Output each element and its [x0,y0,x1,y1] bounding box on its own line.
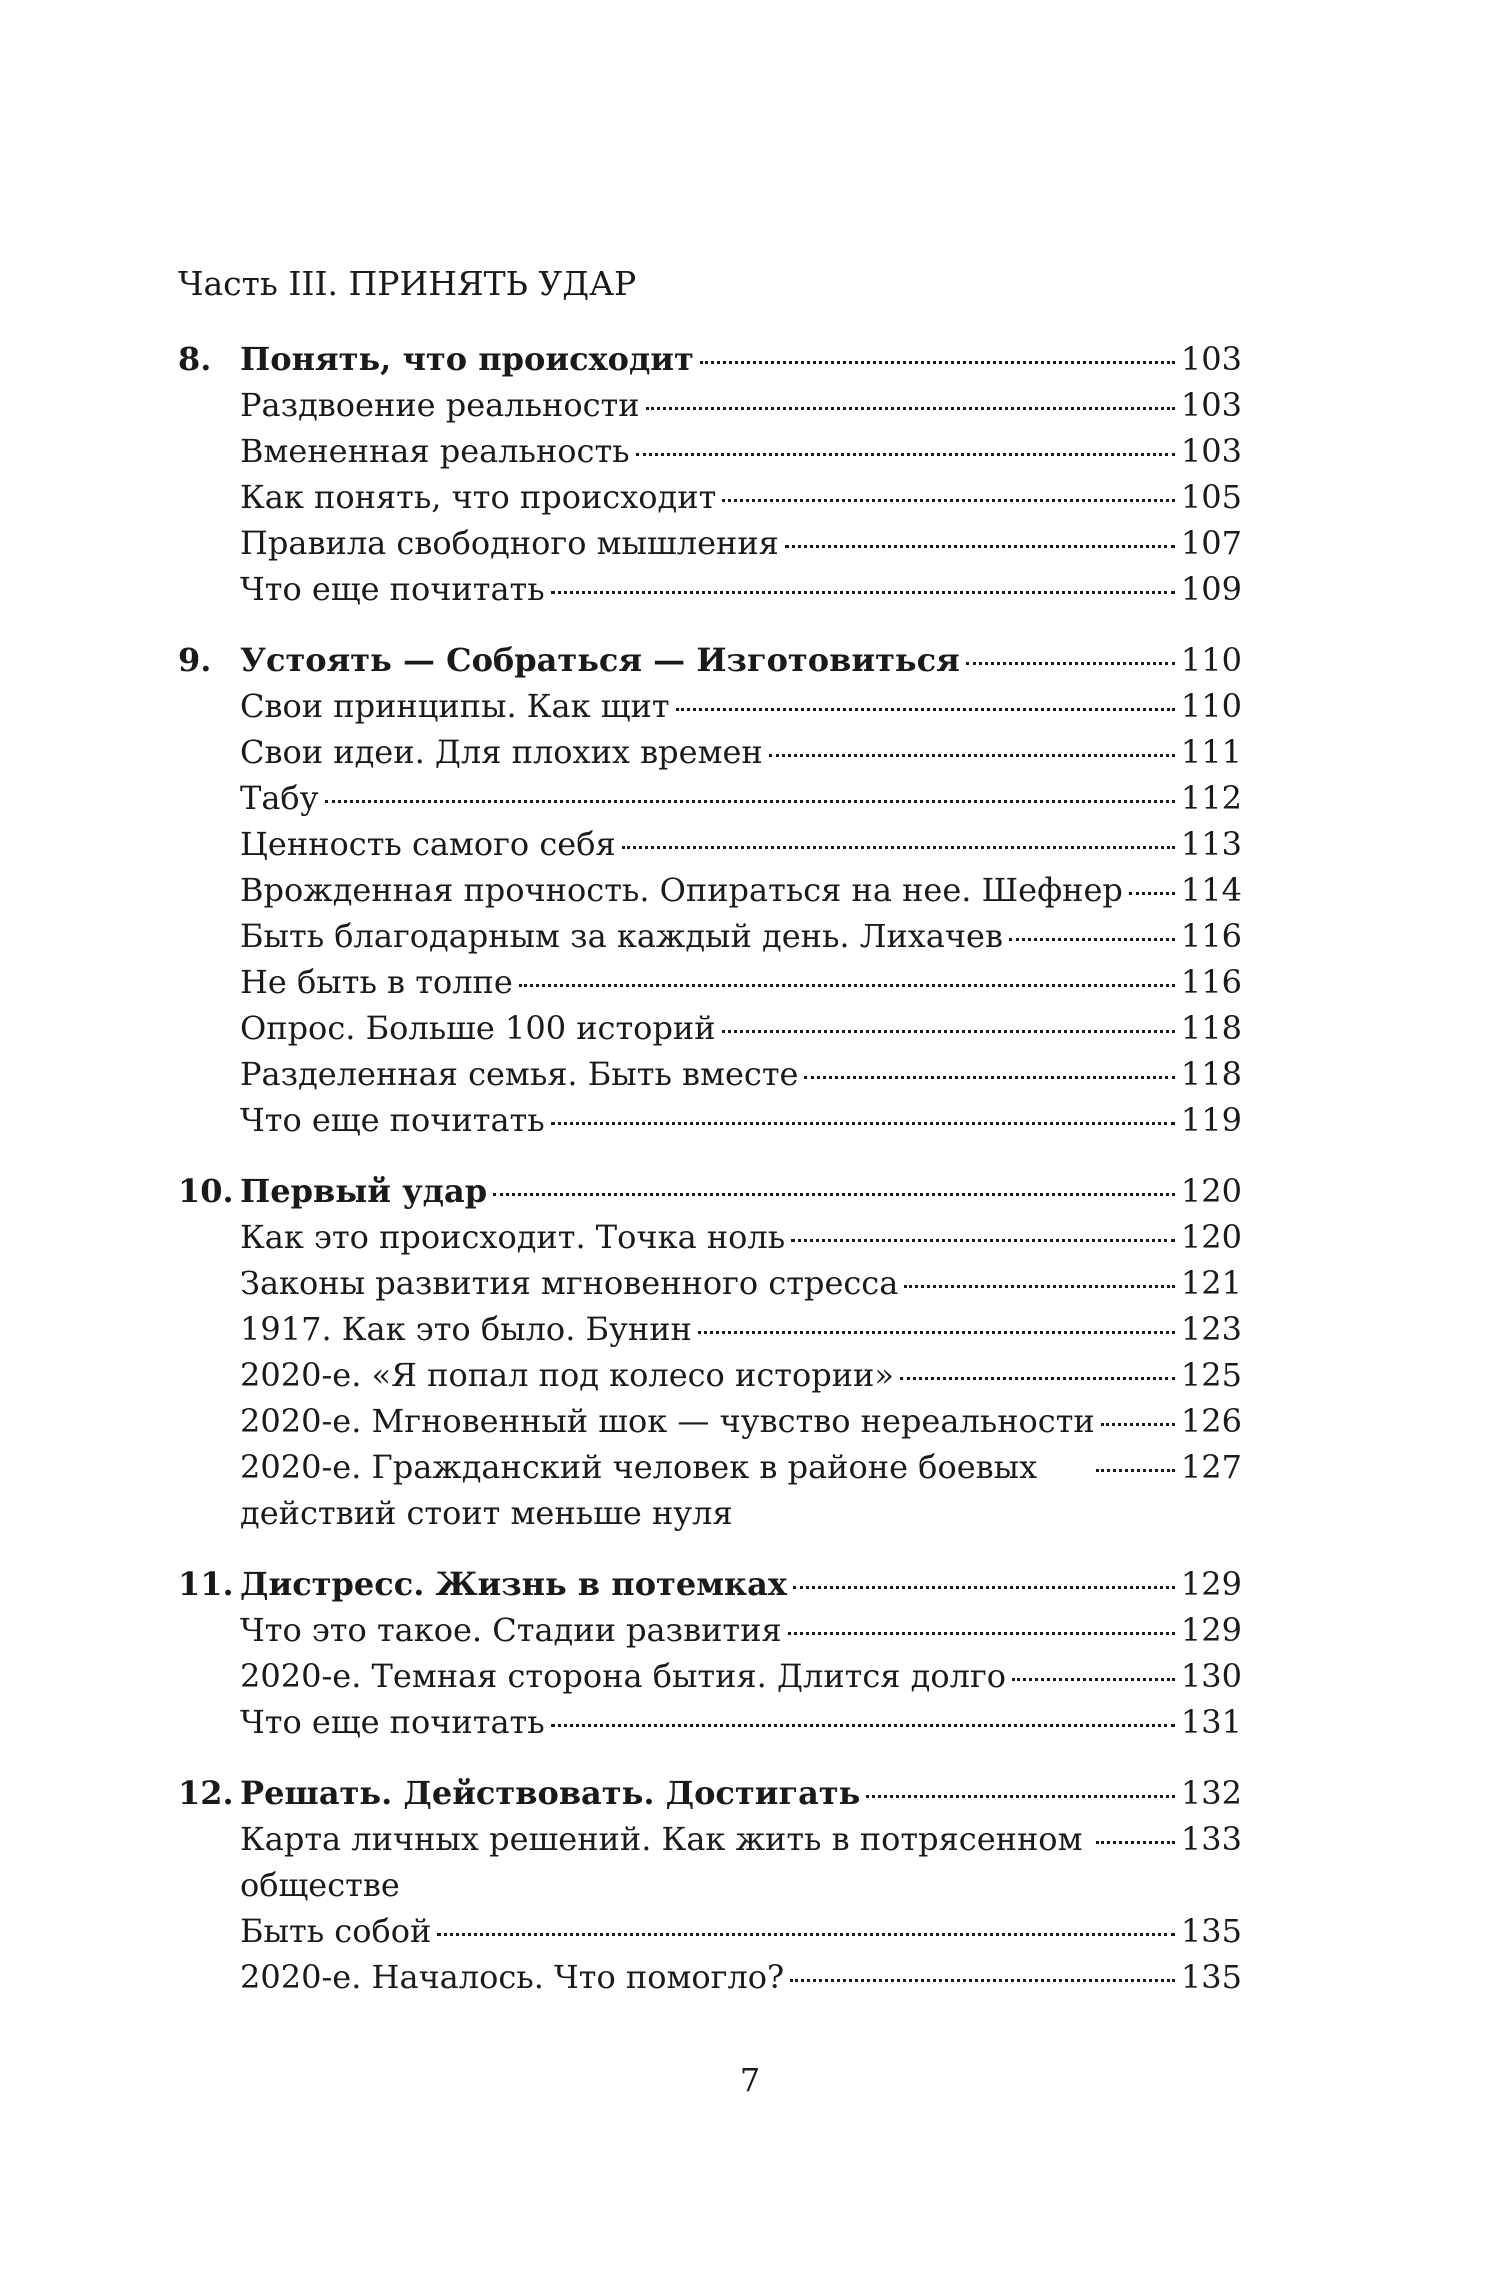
toc-chapter-heading[interactable] [178,1168,1242,1214]
page-ref: 133 [1180,1820,1242,1858]
toc-section-entry[interactable] [178,1444,1242,1536]
dot-leader [1012,1678,1175,1681]
dot-leader [325,800,1175,803]
section-title: 2020-е. Темная сторона бытия. Длится долго [240,1657,1006,1695]
page-ref: 123 [1180,1310,1242,1348]
page-ref: 125 [1180,1356,1242,1394]
page-ref: 103 [1180,432,1242,470]
section-title: Что еще почитать [240,1703,545,1741]
toc-chapter-heading[interactable] [178,1561,1242,1607]
dot-leader [788,1632,1175,1635]
dot-leader [900,1377,1175,1380]
section-title: Опрос. Больше 100 историй [240,1009,716,1047]
dot-leader [551,1724,1175,1727]
part-title: Часть III. ПРИНЯТЬ УДАР [178,264,637,303]
dot-leader [700,361,1175,364]
toc-section-entry[interactable] [178,566,1242,612]
dot-leader [722,1030,1175,1033]
toc-section-entry[interactable] [178,520,1242,566]
dot-leader [636,453,1175,456]
section-title: 1917. Как это было. Бунин [240,1310,692,1348]
dot-leader [1096,1469,1175,1472]
toc-section-entry[interactable] [178,1051,1242,1097]
chapter-number: 11. [178,1565,234,1603]
page-ref: 118 [1180,1055,1242,1093]
page-ref: 120 [1180,1172,1242,1210]
page-ref: 107 [1180,524,1242,562]
toc-chapter [178,336,1242,612]
toc-section-entry[interactable] [178,1607,1242,1653]
dot-leader [1101,1423,1175,1426]
toc-section-entry[interactable] [178,1005,1242,1051]
page-ref: 110 [1180,687,1242,725]
dot-leader [791,1239,1175,1242]
page-ref: 116 [1180,963,1242,1001]
dot-leader [698,1331,1175,1334]
page-ref: 129 [1180,1565,1242,1603]
toc-section-entry[interactable] [178,1306,1242,1352]
page-number: 7 [739,2061,761,2099]
page-ref: 121 [1180,1264,1242,1302]
section-title: Правила свободного мышления [240,524,779,562]
page-ref: 127 [1180,1448,1242,1486]
section-title: Что это такое. Стадии развития [240,1611,782,1649]
toc-section-entry[interactable] [178,382,1242,428]
chapter-number: 12. [178,1774,234,1812]
page-ref: 110 [1180,641,1242,679]
dot-leader [793,1586,1175,1589]
dot-leader [622,846,1175,849]
page-ref: 130 [1180,1657,1242,1695]
page-ref: 129 [1180,1611,1242,1649]
chapter-number: 9. [178,641,212,679]
page-ref: 118 [1180,1009,1242,1047]
section-title: Что еще почитать [240,1101,545,1139]
page-ref: 114 [1180,871,1242,909]
dot-leader [785,545,1175,548]
section-title: 2020-е. Гражданский человек в районе боевых действий стоит меньше нуля [240,1448,1038,1532]
section-title: Свои принципы. Как щит [240,687,670,725]
section-title: Вмененная реальность [240,432,630,470]
page-ref: 103 [1180,340,1242,378]
page-ref: 103 [1180,386,1242,424]
section-title: Карта личных решений. Как жить в потрясенном обществе [240,1820,1083,1904]
dot-leader [1096,1841,1175,1844]
chapter-title: Первый удар [240,1172,488,1210]
section-title: Не быть в толпе [240,963,513,1001]
dot-leader [904,1285,1175,1288]
toc-section-entry[interactable] [178,1653,1242,1699]
toc-section-entry[interactable] [178,1352,1242,1398]
dot-leader [966,662,1175,665]
dot-leader [551,591,1175,594]
page-ref: 112 [1180,779,1242,817]
toc-section-entry[interactable] [178,683,1242,729]
page-ref: 105 [1180,478,1242,516]
dot-leader [437,1933,1175,1936]
section-title: 2020-е. «Я попал под колесо истории» [240,1356,894,1394]
page-ref: 116 [1180,917,1242,955]
chapter-title: Решать. Действовать. Достигать [240,1774,861,1812]
toc-section-entry[interactable] [178,1954,1242,2000]
toc-section-entry[interactable] [178,1908,1242,1954]
section-title: Быть собой [240,1912,432,1950]
toc-section-entry[interactable] [178,474,1242,520]
dot-leader [519,984,1175,987]
page-ref: 119 [1180,1101,1242,1139]
toc-chapter-heading[interactable] [178,1770,1242,1816]
toc-section-entry[interactable] [178,775,1242,821]
toc-section-entry[interactable] [178,821,1242,867]
dot-leader [769,754,1175,757]
dot-leader [493,1193,1175,1196]
section-title: Законы развития мгновенного стресса [240,1264,899,1302]
dot-leader [804,1076,1174,1079]
page-ref: 126 [1180,1402,1242,1440]
toc-section-entry[interactable] [178,1816,1242,1908]
section-title: Врожденная прочность. Опираться на нее. Шефнер [240,871,1123,909]
chapter-number: 8. [178,340,212,378]
dot-leader [676,708,1175,711]
dot-leader [646,407,1175,410]
page-ref: 109 [1180,570,1242,608]
page-ref: 131 [1180,1703,1242,1741]
section-title: Раздвоение реальности [240,386,640,424]
page-ref: 135 [1180,1912,1242,1950]
toc-section-entry[interactable] [178,1699,1242,1745]
section-title: Свои идеи. Для плохих времен [240,733,763,771]
section-title: Разделенная семья. Быть вместе [240,1055,799,1093]
section-title: 2020-е. Началось. Что помогло? [240,1958,785,1996]
toc-section-entry[interactable] [178,1214,1242,1260]
page-ref: 111 [1180,733,1242,771]
page-ref: 135 [1180,1958,1242,1996]
toc-section-entry[interactable] [178,1097,1242,1143]
toc-section-entry[interactable] [178,1398,1242,1444]
toc-section-entry[interactable] [178,1260,1242,1306]
section-title: Как это происходит. Точка ноль [240,1218,786,1256]
toc-section-entry[interactable] [178,428,1242,474]
chapter-title: Понять, что происходит [240,340,694,378]
dot-leader [722,499,1175,502]
toc-section-entry[interactable] [178,867,1242,913]
dot-leader [866,1795,1175,1798]
page-ref: 113 [1180,825,1242,863]
toc-chapter [178,1168,1242,1536]
section-title: Быть благодарным за каждый день. Лихачев [240,917,1003,955]
page-ref: 120 [1180,1218,1242,1256]
dot-leader [790,1979,1175,1982]
chapter-title: Устоять — Собраться — Изготовиться [240,641,960,679]
page-ref: 132 [1180,1774,1242,1812]
toc-section-entry[interactable] [178,913,1242,959]
toc-section-entry[interactable] [178,959,1242,1005]
chapter-title: Дистресс. Жизнь в потемках [240,1565,787,1603]
section-title: Что еще почитать [240,570,545,608]
toc-chapter-heading[interactable] [178,637,1242,683]
section-title: 2020-е. Мгновенный шок — чувство нереальности [240,1402,1095,1440]
table-of-contents [178,336,1242,2025]
toc-chapter [178,637,1242,1143]
chapter-number: 10. [178,1172,234,1210]
toc-chapter [178,1561,1242,1745]
section-title: Как понять, что происходит [240,478,717,516]
toc-chapter-heading[interactable] [178,336,1242,382]
section-title: Табу [240,779,319,817]
toc-chapter [178,1770,1242,2000]
dot-leader [1009,938,1175,941]
dot-leader [551,1122,1175,1125]
dot-leader [1129,892,1175,895]
section-title: Ценность самого себя [240,825,616,863]
toc-section-entry[interactable] [178,729,1242,775]
